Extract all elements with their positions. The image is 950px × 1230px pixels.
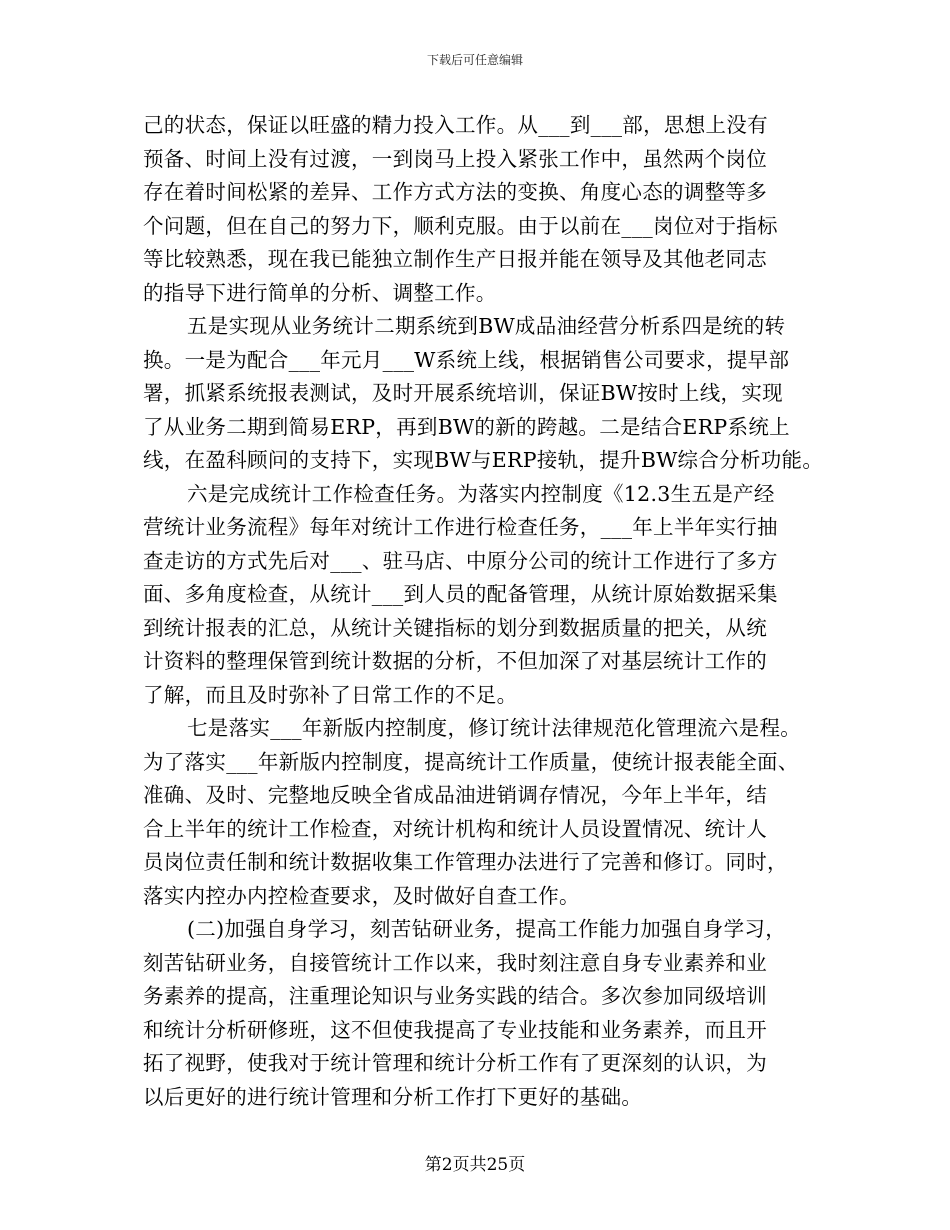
text-line: 准确、及时、完整地反映全省成品油进销调存情况，今年上半年，结: [143, 783, 767, 807]
text-line: 预备、时间上没有过渡，一到岗马上投入紧张工作中，虽然两个岗位: [143, 146, 767, 171]
text-line: 查走访的方式先后对___、驻马店、中原分公司的统计工作进行了多方: [143, 548, 778, 573]
text-line: 六是完成统计工作检查任务。为落实内控制度《12.3生五是产经: [187, 481, 775, 506]
text-line: 换。一是为配合___年元月___W系统上线，根据销售公司要求，提早部: [143, 347, 790, 372]
page-header: 下载后可任意编辑: [426, 53, 523, 67]
text-line: 署，抓紧系统报表测试，及时开展系统培训，保证BW按时上线，实现: [143, 381, 783, 405]
text-line: 计资料的整理保管到统计数据的分析，不但加深了对基层统计工作的: [143, 649, 767, 673]
text-line: 刻苦钻研业务，自接管统计工作以来，我时刻注意自身专业素养和业: [143, 950, 767, 975]
text-line: 七是落实___年新版内控制度，修订统计法律规范化管理流六是程。: [187, 716, 802, 740]
text-line: (二)加强自身学习，刻苦钻研业务，提高工作能力加强自身学习，: [187, 917, 786, 941]
document-body: [143, 109, 833, 1114]
text-line: 务素养的提高，注重理论知识与业务实践的结合。多次参加同级培训: [143, 984, 767, 1008]
text-line: 线，在盈科顾问的支持下，实现BW与ERP接轨，提升BW综合分析功能。: [143, 448, 824, 472]
text-line: 到统计报表的汇总，从统计关键指标的划分到数据质量的把关，从统: [143, 615, 767, 640]
text-line: 和统计分析研修班，这不但使我提高了专业技能和业务素养，而且开: [143, 1017, 767, 1042]
text-line: 五是实现从业务统计二期系统到BW成品油经营分析系四是统的转: [187, 314, 786, 338]
text-line: 面、多角度检查，从统计___到人员的配备管理，从统计原始数据采集: [143, 582, 778, 606]
text-line: 了从业务二期到简易ERP，再到BW的新的跨越。二是结合ERP系统上: [143, 414, 790, 439]
text-line: 员岗位责任制和统计数据收集工作管理办法进行了完善和修订。同时，: [143, 850, 788, 874]
text-line: 的指导下进行简单的分析、调整工作。: [143, 280, 497, 305]
text-line: 落实内控办内控检查要求，及时做好自查工作。: [143, 883, 580, 908]
text-line: 营统计业务流程》每年对统计工作进行检查任务，___年上半年实行抽: [143, 515, 778, 539]
page-footer: 第2页共25页: [424, 1155, 526, 1175]
text-line: 等比较熟悉，现在我已能独立制作生产日报并能在领导及其他老同志: [143, 247, 767, 271]
text-line: 为了落实___年新版内控制度，提高统计工作质量，使统计报表能全面、: [143, 749, 799, 774]
text-line: 以后更好的进行统计管理和分析工作打下更好的基础。: [143, 1084, 643, 1109]
text-line: 己的状态，保证以旺盛的精力投入工作。从___到___部，思想上没有: [143, 113, 768, 137]
text-line: 存在着时间松紧的差异、工作方式方法的变换、角度心态的调整等多: [143, 180, 767, 204]
text-line: 合上半年的统计工作检查，对统计机构和统计人员设置情况、统计人: [143, 816, 767, 841]
text-line: 了解，而且及时弥补了日常工作的不足。: [143, 682, 518, 707]
text-line: 拓了视野，使我对于统计管理和统计分析工作有了更深刻的认识，为: [143, 1051, 767, 1075]
text-line: 个问题，但在自己的努力下，顺利克服。由于以前在___岗位对于指标: [143, 213, 778, 238]
